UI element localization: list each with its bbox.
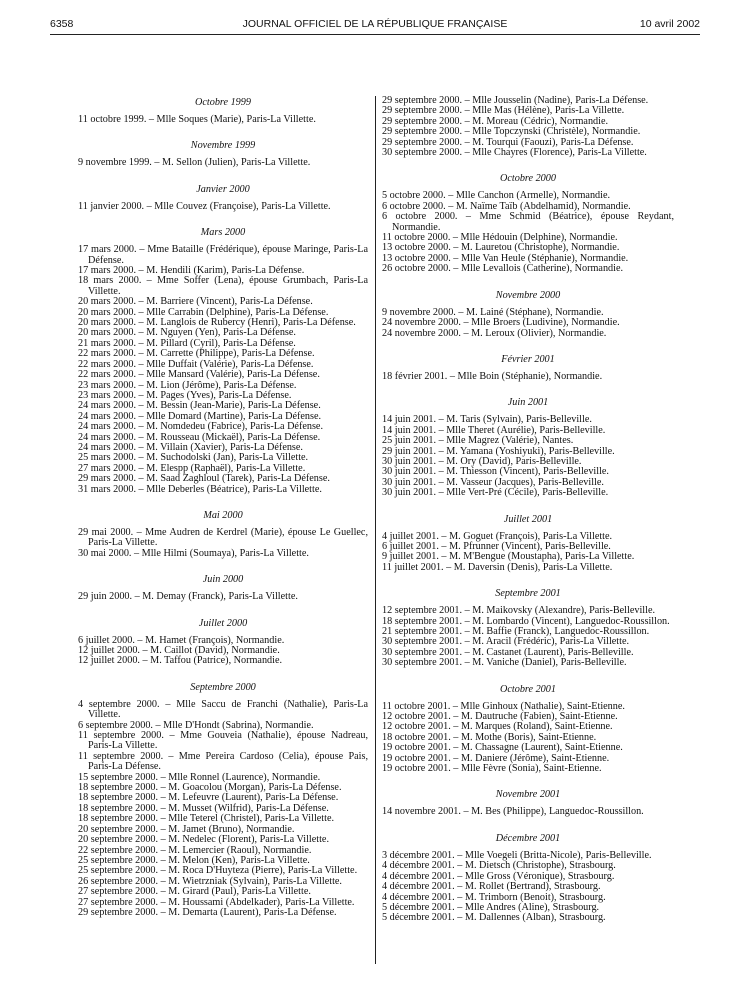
month-section xyxy=(382,353,674,382)
appointment-entry: 20 mars 2000. – M. Nguyen (Yen), Paris-La Défense. xyxy=(78,327,296,339)
section-title: Octobre 2001 xyxy=(500,683,556,695)
appointment-entry: 31 mars 2000. – Mlle Deberles (Béatrice), Paris-La Villette. xyxy=(78,483,322,495)
section-title: Juin 2001 xyxy=(507,397,549,409)
section-title: Janvier 2000 xyxy=(196,183,250,195)
month-section xyxy=(78,509,368,559)
section-title: Septembre 2000 xyxy=(190,681,256,693)
appointment-entry: 14 novembre 2001. – M. Bes (Philippe), Languedoc-Roussillon. xyxy=(382,806,644,818)
month-section xyxy=(382,172,674,274)
section-title: Mai 2000 xyxy=(203,509,243,521)
appointment-entry: 24 novembre 2000. – M. Leroux (Olivier), Normandie. xyxy=(382,327,607,339)
appointment-entry: 25 juin 2001. – Mlle Magrez (Valérie), Nantes. xyxy=(382,435,574,447)
appointment-entry: 18 septembre 2000. – Mlle Teterel (Christel), Paris-La Villette. xyxy=(78,813,335,825)
appointment-entry: 23 mars 2000. – M. Lion (Jérôme), Paris-La Défense. xyxy=(78,379,297,391)
appointment-entry: 18 février 2001. – Mlle Boin (Stéphanie), Normandie. xyxy=(382,370,603,382)
section-title: Novembre 1999 xyxy=(190,140,256,152)
appointment-entry: 30 septembre 2001. – M. Vaniche (Daniel), Paris-Belleville. xyxy=(382,657,627,669)
section-title: Juin 2000 xyxy=(202,574,244,586)
appointment-entry: 30 septembre 2001. – M. Castanet (Laurent), Paris-Belleville. xyxy=(382,646,634,658)
column-separator xyxy=(375,96,376,964)
appointment-entry: 24 mars 2000. – M. Nomdedeu (Fabrice), Paris-La Défense. xyxy=(78,421,323,433)
appointment-entry: 27 septembre 2000. – M. Houssami (Abdelkader), Paris-La Villette. xyxy=(78,896,355,908)
appointment-entry: 6 septembre 2000. – Mlle D'Hondt (Sabrina), Normandie. xyxy=(78,719,314,731)
appointment-entry: 19 octobre 2001. – M. Chassagne (Laurent), Saint-Etienne. xyxy=(382,742,623,754)
month-section xyxy=(78,96,368,125)
appointment-entry: 20 septembre 2000. – M. Jamet (Bruno), Normandie. xyxy=(78,823,295,835)
appointment-entry: 11 octobre 2000. – Mlle Hédouin (Delphine), Normandie. xyxy=(382,232,618,244)
month-section xyxy=(382,96,674,158)
appointment-entry: 25 septembre 2000. – M. Roca D'Huyteza (Pierre), Paris-La Villette. xyxy=(78,865,358,877)
appointment-entry: 4 décembre 2001. – M. Dietsch (Christophe), Strasbourg. xyxy=(382,860,616,872)
appointment-entry: 24 novembre 2000. – Mlle Broers (Ludivine), Normandie. xyxy=(382,317,620,329)
month-section xyxy=(382,788,674,817)
appointment-entry: 12 juillet 2000. – M. Taffou (Patrice), Normandie. xyxy=(78,655,283,667)
appointment-entry: 5 octobre 2000. – Mlle Canchon (Armelle), Normandie. xyxy=(382,190,611,202)
appointment-entry: 29 septembre 2000. – M. Moreau (Cédric), Normandie. xyxy=(382,115,609,127)
appointment-entry: 20 septembre 2000. – M. Nedelec (Florent), Paris-La Villette. xyxy=(78,834,329,846)
appointment-entry: 19 octobre 2001. – M. Daniere (Jérôme), Saint-Etienne. xyxy=(382,752,610,764)
appointment-entry: 12 octobre 2001. – M. Marques (Roland), Saint-Etienne. xyxy=(382,721,613,733)
appointment-entry: 29 septembre 2000. – Mlle Topczynski (Christèle), Normandie. xyxy=(382,126,641,138)
appointment-entry: 26 octobre 2000. – Mlle Levallois (Catherine), Normandie. xyxy=(382,263,624,275)
section-title: Février 2001 xyxy=(501,353,555,365)
appointment-entry: 5 décembre 2001. – M. Dallennes (Alban), Strasbourg. xyxy=(382,912,606,924)
appointment-entry: 4 juillet 2001. – M. Goguet (François), Paris-La Villette. xyxy=(382,530,613,542)
appointment-entry: 29 septembre 2000. – Mlle Mas (Hélène), Paris-La Villette. xyxy=(382,105,625,117)
appointment-entry: 18 octobre 2001. – M. Mothe (Boris), Saint-Etienne. xyxy=(382,731,597,743)
appointment-entry: 5 décembre 2001. – Mlle Andres (Aline), Strasbourg. xyxy=(382,901,600,913)
month-section xyxy=(78,573,368,602)
month-section xyxy=(78,617,368,667)
appointment-entry: 29 juin 2001. – M. Yamana (Yoshiyuki), Paris-Belleville. xyxy=(382,445,615,457)
month-section xyxy=(382,396,674,498)
page-number: 6358 xyxy=(50,18,74,30)
section-title: Juillet 2001 xyxy=(503,513,553,525)
appointment-entry: 24 mars 2000. – M. Villain (Xavier), Paris-La Défense. xyxy=(78,441,303,453)
appointment-entry: 9 novembre 1999. – M. Sellon (Julien), Paris-La Villette. xyxy=(78,157,311,169)
appointment-entry: 6 octobre 2000. – M. Naïme Taïb (Abdelhamid), Normandie. xyxy=(382,200,631,212)
appointment-entry: 14 juin 2001. – Mlle Theret (Aurélie), Paris-Belleville. xyxy=(382,424,606,436)
appointment-entry: 11 septembre 2000. – Mme Gouveia (Nathalie), épouse Nadreau, Paris-La Villette. xyxy=(78,730,368,752)
month-section xyxy=(78,681,368,919)
header-rule xyxy=(50,34,700,35)
appointment-entry: 29 septembre 2000. – Mlle Jousselin (Nadine), Paris-La Défense. xyxy=(382,95,649,106)
appointment-entry: 18 septembre 2001. – M. Lombardo (Vincent), Languedoc-Roussillon. xyxy=(382,615,670,627)
appointment-entry: 4 décembre 2001. – M. Rollet (Bertrand), Strasbourg. xyxy=(382,881,601,893)
appointment-entry: 12 octobre 2001. – M. Dautruche (Fabien), Saint-Etienne. xyxy=(382,711,618,723)
appointment-entry: 6 juillet 2000. – M. Hamet (François), Normandie. xyxy=(78,634,285,646)
month-section xyxy=(382,587,674,668)
month-section xyxy=(78,139,368,168)
appointment-entry: 30 juin 2001. – M. Ory (David), Paris-Belleville. xyxy=(382,455,582,467)
appointment-entry: 6 juillet 2001. – M. Pfrunner (Vincent), Paris-Belleville. xyxy=(382,540,611,552)
appointment-entry: 24 mars 2000. – M. Bessin (Jean-Marie), Paris-La Défense. xyxy=(78,400,321,412)
month-section xyxy=(78,183,368,212)
appointment-entry: 11 octobre 1999. – Mlle Soques (Marie), Paris-La Villette. xyxy=(78,114,316,125)
appointment-entry: 30 septembre 2000. – Mlle Chayres (Florence), Paris-La Villette. xyxy=(382,147,647,159)
appointment-entry: 30 juin 2001. – M. Thiesson (Vincent), Paris-Belleville. xyxy=(382,466,609,478)
appointment-entry: 25 septembre 2000. – M. Melon (Ken), Paris-La Villette. xyxy=(78,854,310,866)
appointment-entry: 29 mars 2000. – M. Saad Zaghloul (Tarek), Paris-La Défense. xyxy=(78,473,330,485)
month-section xyxy=(78,226,368,495)
appointment-entry: 25 mars 2000. – M. Suchodolski (Jan), Paris-La Villette. xyxy=(78,452,309,464)
section-title: Octobre 2000 xyxy=(500,173,556,185)
appointment-entry: 24 mars 2000. – M. Rousseau (Mickaël), Paris-La Défense. xyxy=(78,431,321,443)
appointment-entry: 20 mars 2000. – Mlle Carrabin (Delphine), Paris-La Défense. xyxy=(78,306,329,318)
appointment-entry: 22 mars 2000. – M. Carrette (Philippe), Paris-La Défense. xyxy=(78,348,315,360)
month-section xyxy=(382,513,674,574)
appointment-entry: 29 mai 2000. – Mme Audren de Kerdrel (Marie), épouse Le Guellec, Paris-La Villette. xyxy=(78,526,368,549)
appointment-entry: 30 juin 2001. – Mlle Vert-Pré (Cécile), Paris-Belleville. xyxy=(382,487,609,499)
issue-date: 10 avril 2002 xyxy=(639,18,700,30)
section-title: Septembre 2001 xyxy=(495,588,561,600)
appointment-entry: 4 septembre 2000. – Mlle Saccu de Franchi (Nathalie), Paris-La Villette. xyxy=(78,698,368,721)
appointment-entry: 11 septembre 2000. – Mme Pereira Cardoso (Celia), épouse Pais, Paris-La Défense. xyxy=(78,750,368,773)
appointment-entry: 3 décembre 2001. – Mlle Voegeli (Britta-Nicole), Paris-Belleville. xyxy=(382,849,652,861)
appointment-entry: 11 juillet 2001. – M. Daversin (Denis), Paris-La Villette. xyxy=(382,561,613,573)
appointment-entry: 17 mars 2000. – Mme Bataille (Frédérique), épouse Maringe, Paris-La Défense. xyxy=(78,244,368,266)
appointment-entry: 12 juillet 2000. – M. Caillot (David), Normandie. xyxy=(78,645,280,656)
appointment-entry: 24 mars 2000. – Mlle Domard (Martine), Paris-La Défense. xyxy=(78,410,322,422)
appointment-entry: 18 mars 2000. – Mme Soffer (Lena), épouse Grumbach, Paris-La Villette. xyxy=(78,275,368,297)
left-column xyxy=(78,96,368,932)
appointment-entry: 29 juin 2000. – M. Demay (Franck), Paris-La Villette. xyxy=(78,591,298,603)
appointment-entry: 19 octobre 2001. – Mlle Fèvre (Sonia), Saint-Etienne. xyxy=(382,763,602,775)
section-title: Novembre 2000 xyxy=(495,289,561,301)
appointment-entry: 12 septembre 2001. – M. Maikovsky (Alexandre), Paris-Belleville. xyxy=(382,605,656,617)
appointment-entry: 20 mars 2000. – M. Langlois de Rubercy (Henri), Paris-La Défense. xyxy=(78,317,356,329)
appointment-entry: 30 septembre 2001. – M. Aracil (Frédéric), Paris-La Villette. xyxy=(382,636,630,648)
section-title: Décembre 2001 xyxy=(495,832,561,844)
section-title: Juillet 2000 xyxy=(198,617,248,629)
journal-title: JOURNAL OFFICIEL DE LA RÉPUBLIQUE FRANÇAISE xyxy=(242,18,508,30)
page-header xyxy=(50,18,700,32)
appointment-entry: 30 mai 2000. – Mlle Hilmi (Soumaya), Paris-La Villette. xyxy=(78,547,309,559)
appointment-entry: 26 septembre 2000. – M. Wietrzniak (Sylvain), Paris-La Villette. xyxy=(78,875,342,887)
appointment-entry: 29 septembre 2000. – M. Tourqui (Faouzi), Paris-La Défense. xyxy=(382,136,634,148)
appointment-entry: 15 septembre 2000. – Mlle Ronnel (Laurence), Normandie. xyxy=(78,771,321,783)
appointment-entry: 4 décembre 2001. – Mlle Gross (Véronique), Strasbourg. xyxy=(382,870,615,882)
appointment-entry: 11 janvier 2000. – Mlle Couvez (Françoise), Paris-La Villette. xyxy=(78,200,331,212)
appointment-entry: 9 novembre 2000. – M. Lainé (Stéphane), Normandie. xyxy=(382,306,604,318)
section-title: Octobre 1999 xyxy=(195,97,251,108)
appointment-entry: 29 septembre 2000. – M. Demarta (Laurent), Paris-La Défense. xyxy=(78,906,337,918)
month-section xyxy=(382,832,674,924)
appointment-entry: 21 mars 2000. – M. Pillard (Cyril), Paris-La Défense. xyxy=(78,337,296,349)
appointment-entry: 22 septembre 2000. – M. Lemercier (Raoul), Normandie. xyxy=(78,844,312,856)
appointment-entry: 9 juillet 2001. – M. M'Bengue (Moustapha), Paris-La Villette. xyxy=(382,551,635,563)
appointment-entry: 22 mars 2000. – Mlle Mansard (Valérie), Paris-La Défense. xyxy=(78,369,320,381)
appointment-entry: 23 mars 2000. – M. Pages (Yves), Paris-La Défense. xyxy=(78,389,292,401)
appointment-entry: 27 septembre 2000. – M. Girard (Paul), Paris-La Villette. xyxy=(78,886,311,898)
month-section xyxy=(382,289,674,339)
appointment-entry: 17 mars 2000. – M. Hendili (Karim), Paris-La Défense. xyxy=(78,265,305,277)
appointment-entry: 20 mars 2000. – M. Barriere (Vincent), Paris-La Défense. xyxy=(78,296,313,308)
appointment-entry: 18 septembre 2000. – M. Goacolou (Morgan), Paris-La Défense. xyxy=(78,782,342,794)
appointment-entry: 11 octobre 2001. – Mlle Ginhoux (Nathalie), Saint-Etienne. xyxy=(382,700,625,712)
appointment-entry: 6 octobre 2000. – Mme Schmid (Béatrice), épouse Reydant, Normandie. xyxy=(382,211,674,233)
right-column xyxy=(382,96,674,938)
appointment-entry: 14 juin 2001. – M. Taris (Sylvain), Paris-Belleville. xyxy=(382,414,592,426)
appointment-entry: 22 mars 2000. – Mlle Duffait (Valérie), Paris-La Défense. xyxy=(78,358,314,370)
appointment-entry: 13 octobre 2000. – Mlle Van Heule (Stéphanie), Normandie. xyxy=(382,252,629,264)
section-title: Novembre 2001 xyxy=(495,789,561,801)
appointment-entry: 4 décembre 2001. – M. Trimborn (Benoit), Strasbourg. xyxy=(382,891,606,903)
appointment-entry: 18 septembre 2000. – M. Lefeuvre (Laurent), Paris-La Défense. xyxy=(78,792,339,804)
appointment-entry: 30 juin 2001. – M. Vasseur (Jacques), Paris-Belleville. xyxy=(382,476,604,488)
month-section xyxy=(382,683,674,775)
appointment-entry: 27 mars 2000. – M. Elespp (Raphaël), Paris-La Villette. xyxy=(78,462,306,474)
appointment-entry: 21 septembre 2001. – M. Baffie (Franck), Languedoc-Roussillon. xyxy=(382,626,650,637)
appointment-entry: 13 octobre 2000. – M. Lauretou (Christophe), Normandie. xyxy=(382,242,620,254)
section-title: Mars 2000 xyxy=(200,227,246,239)
appointment-entry: 18 septembre 2000. – M. Musset (Wilfrid), Paris-La Défense. xyxy=(78,802,329,814)
